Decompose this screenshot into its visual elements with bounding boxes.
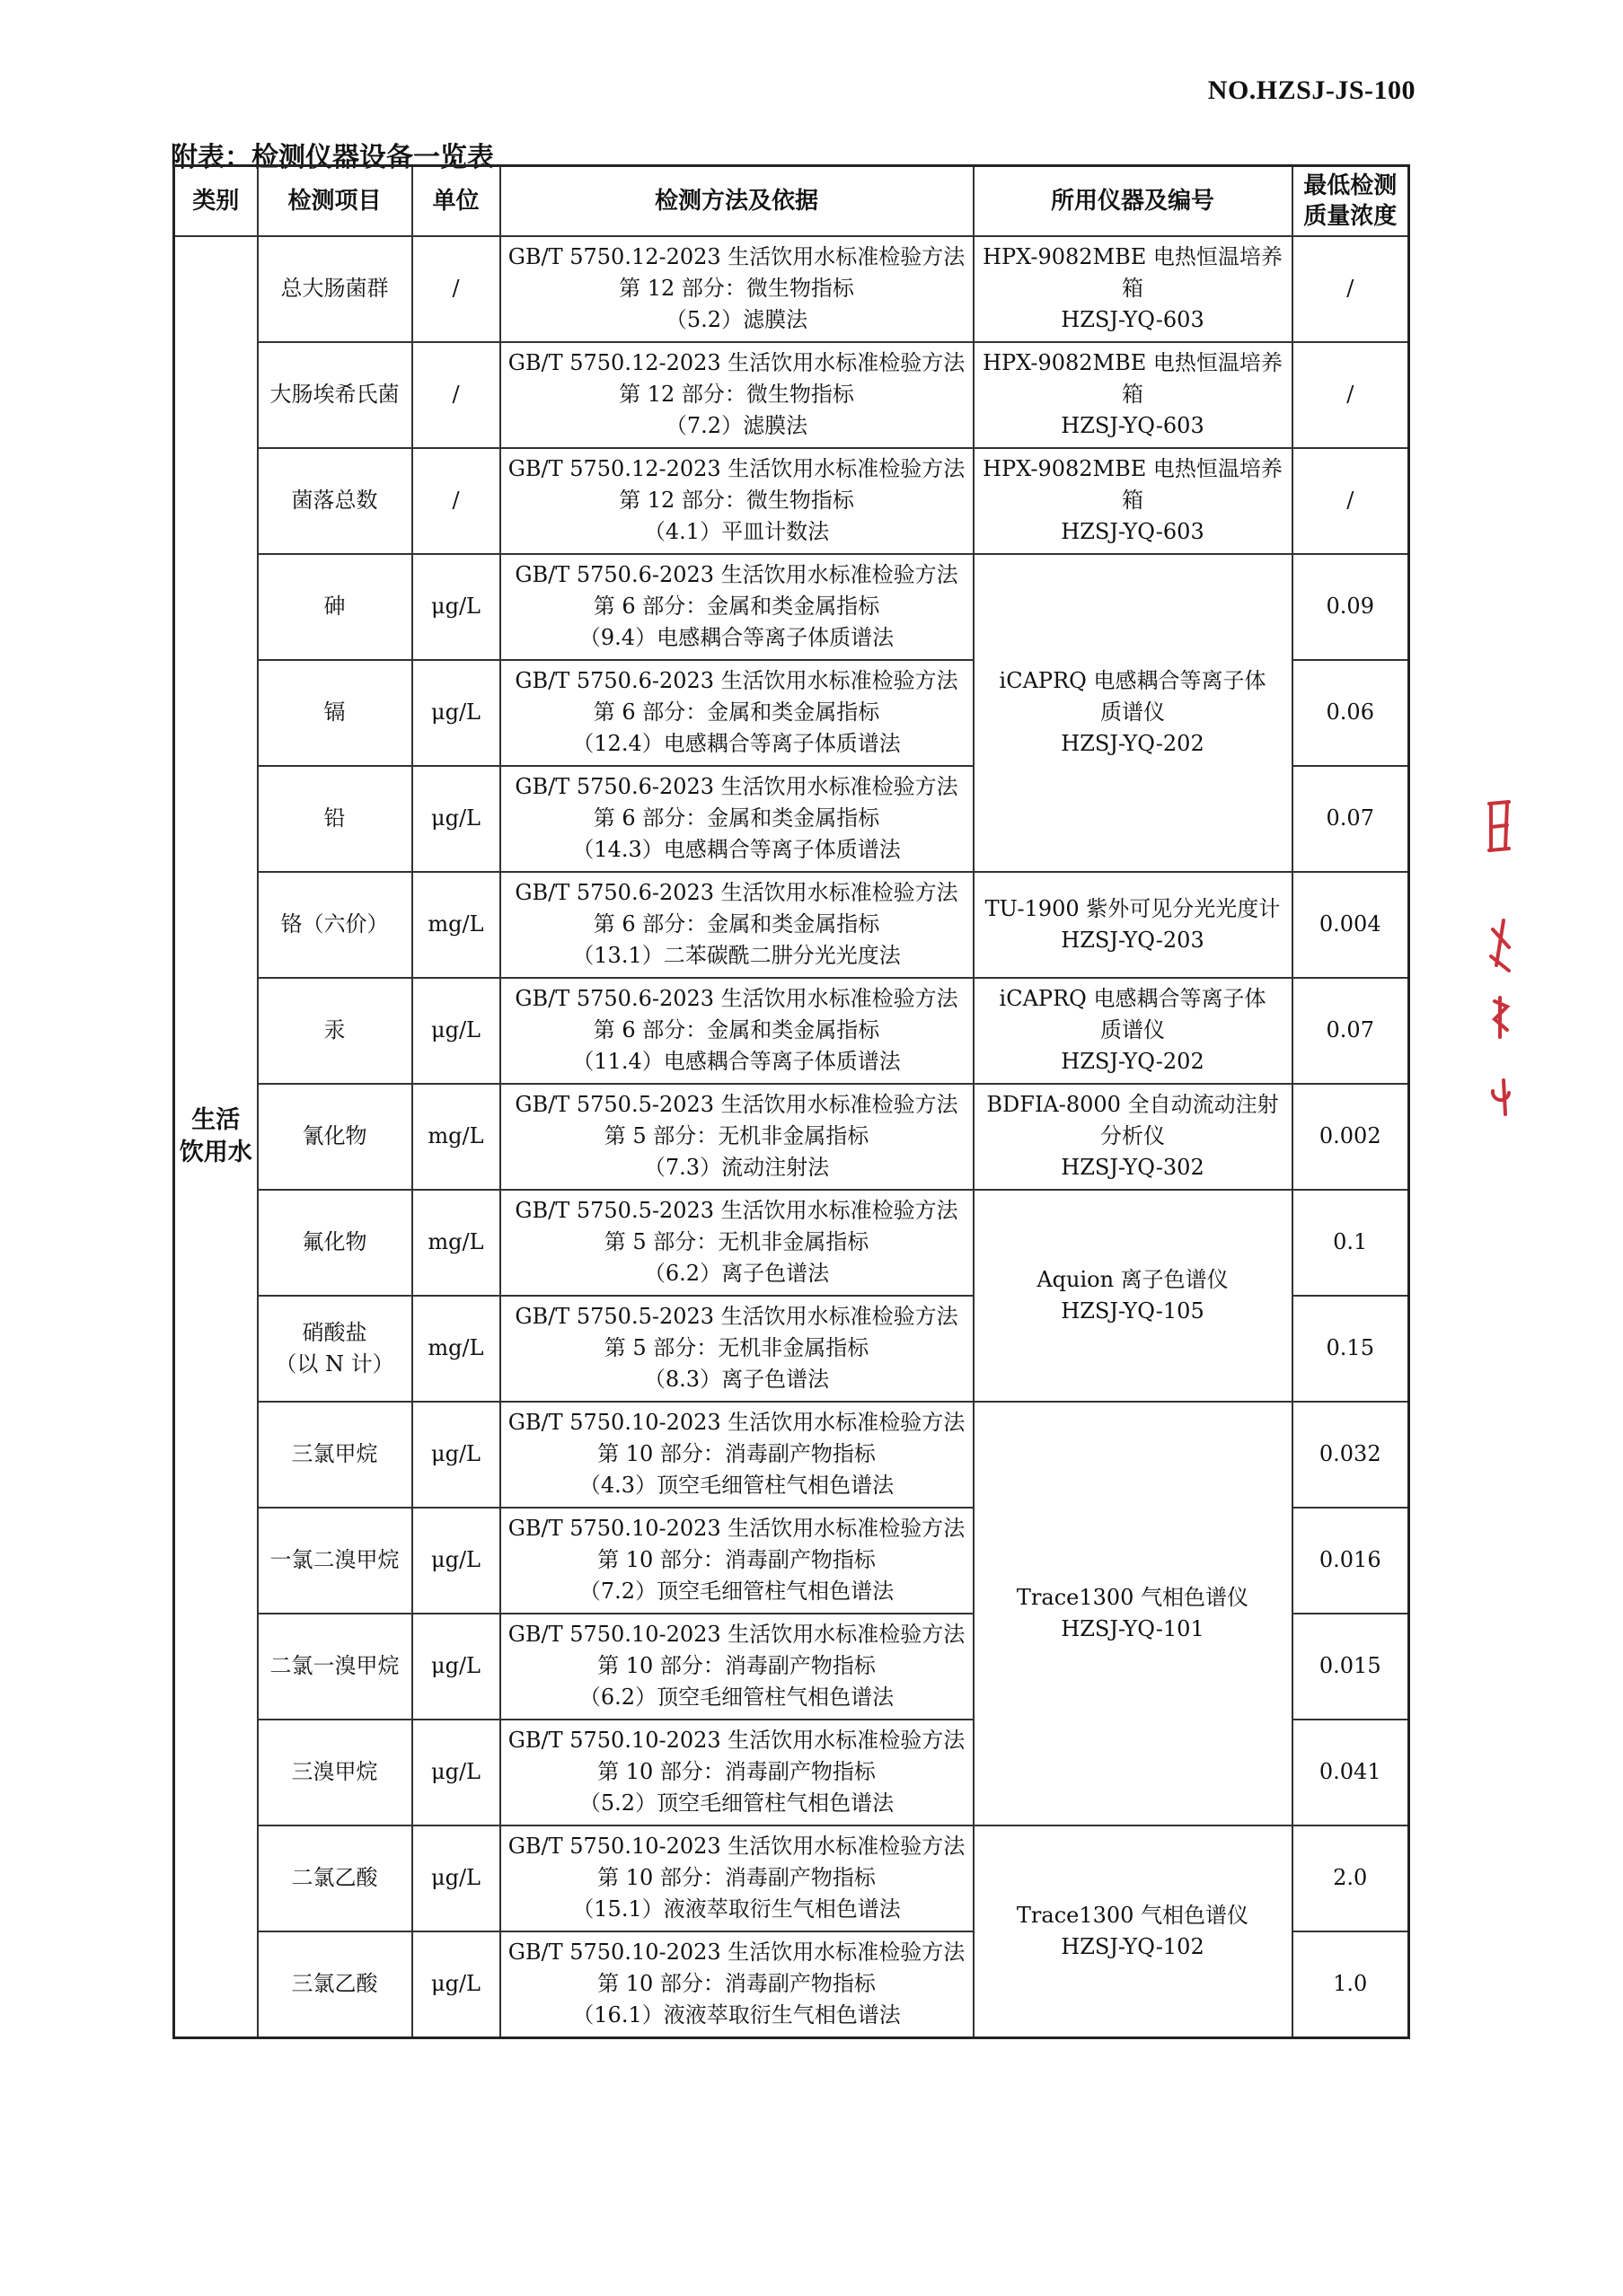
method-line: 第 5 部分：无机非金属指标 <box>604 1335 869 1361</box>
method-cell <box>500 1720 974 1825</box>
unit-cell: μg/L <box>412 1931 500 2038</box>
instrument-cell <box>974 236 1292 342</box>
method-line: GB/T 5750.12-2023 生活饮用水标准检验方法 <box>507 456 966 482</box>
method-line: （4.1）平皿计数法 <box>643 519 830 545</box>
header-method: 检测方法及依据 <box>500 166 974 236</box>
method-line: （8.3）离子色谱法 <box>643 1367 830 1393</box>
table-body <box>174 236 1409 2038</box>
item-cell: 三氯甲烷 <box>258 1402 412 1508</box>
method-line: GB/T 5750.10-2023 生活饮用水标准检验方法 <box>507 1622 966 1648</box>
table-row <box>174 1402 1409 1508</box>
method-line: GB/T 5750.10-2023 生活饮用水标准检验方法 <box>507 1516 966 1542</box>
limit-cell: / <box>1292 342 1409 448</box>
method-line: （5.2）顶空毛细管柱气相色谱法 <box>578 1790 895 1817</box>
limit-cell: 0.15 <box>1292 1296 1409 1402</box>
instrument-line: Trace1300 气相色谱仪 <box>1016 1584 1249 1610</box>
method-line: 第 10 部分：消毒副产物指标 <box>597 1441 876 1467</box>
method-line: 第 6 部分：金属和类金属指标 <box>593 911 880 937</box>
unit-cell: μg/L <box>412 1720 500 1825</box>
limit-cell: 0.07 <box>1292 978 1409 1084</box>
method-cell <box>500 978 974 1084</box>
red-stamp-mark <box>1482 795 1518 1118</box>
item-cell: 汞 <box>258 978 412 1084</box>
instrument-line: HPX-9082MBE 电热恒温培养箱 <box>983 244 1283 301</box>
instrument-line: HPX-9082MBE 电热恒温培养箱 <box>983 350 1283 408</box>
method-line: 第 5 部分：无机非金属指标 <box>604 1229 869 1255</box>
instrument-line: 分析仪 <box>1100 1123 1165 1149</box>
method-line: GB/T 5750.6-2023 生活饮用水标准检验方法 <box>515 986 958 1012</box>
method-cell <box>500 1084 974 1190</box>
method-line: 第 6 部分：金属和类金属指标 <box>593 594 880 620</box>
table-row <box>174 236 1409 342</box>
instrument-cell <box>974 872 1292 978</box>
header-limit <box>1292 166 1409 236</box>
table-row <box>174 448 1409 554</box>
category-label: 饮用水 <box>179 1138 252 1166</box>
instrument-cell <box>974 448 1292 554</box>
method-line: 第 10 部分：消毒副产物指标 <box>597 1759 876 1785</box>
limit-cell: 0.016 <box>1292 1508 1409 1614</box>
instrument-line: HZSJ-YQ-302 <box>1061 1155 1204 1181</box>
instrument-line: TU-1900 紫外可见分光光度计 <box>984 895 1281 921</box>
unit-cell: μg/L <box>412 1508 500 1614</box>
method-line: GB/T 5750.6-2023 生活饮用水标准检验方法 <box>515 880 958 906</box>
method-line: （9.4）电感耦合等离子体质谱法 <box>578 625 895 651</box>
item-label-line: （以 N 计） <box>275 1350 394 1377</box>
instrument-cell <box>974 342 1292 448</box>
method-cell <box>500 1931 974 2038</box>
unit-cell: mg/L <box>412 1190 500 1296</box>
instrument-line: HZSJ-YQ-203 <box>1061 927 1204 953</box>
limit-cell: 1.0 <box>1292 1931 1409 2038</box>
unit-cell: mg/L <box>412 872 500 978</box>
method-line: GB/T 5750.10-2023 生活饮用水标准检验方法 <box>507 1940 966 1966</box>
unit-cell: μg/L <box>412 554 500 660</box>
item-cell: 一氯二溴甲烷 <box>258 1508 412 1614</box>
method-line: GB/T 5750.5-2023 生活饮用水标准检验方法 <box>515 1092 958 1118</box>
unit-cell: mg/L <box>412 1296 500 1402</box>
method-line: 第 10 部分：消毒副产物指标 <box>597 1971 876 1997</box>
method-line: （6.2）离子色谱法 <box>643 1261 830 1287</box>
method-line: GB/T 5750.5-2023 生活饮用水标准检验方法 <box>515 1198 958 1224</box>
equipment-table <box>172 164 1410 2039</box>
item-cell: 砷 <box>258 554 412 660</box>
table-row <box>174 872 1409 978</box>
item-cell: 三溴甲烷 <box>258 1720 412 1825</box>
item-cell: 铅 <box>258 766 412 872</box>
method-cell <box>500 1614 974 1720</box>
table-row <box>174 1084 1409 1190</box>
method-line: （6.2）顶空毛细管柱气相色谱法 <box>578 1685 895 1711</box>
unit-cell: μg/L <box>412 1614 500 1720</box>
unit-cell: / <box>412 448 500 554</box>
table-row <box>174 1825 1409 1931</box>
method-cell <box>500 1190 974 1296</box>
instrument-line: HZSJ-YQ-101 <box>1061 1615 1204 1641</box>
method-line: （13.1）二苯碳酰二肼分光光度法 <box>572 943 901 969</box>
instrument-cell <box>974 978 1292 1084</box>
method-line: 第 5 部分：无机非金属指标 <box>604 1123 869 1149</box>
item-cell: 三氯乙酸 <box>258 1931 412 2038</box>
method-line: 第 12 部分：微生物指标 <box>619 382 854 408</box>
instrument-line: BDFIA-8000 全自动流动注射 <box>986 1092 1279 1118</box>
instrument-cell <box>974 1190 1292 1402</box>
table-row <box>174 342 1409 448</box>
item-label-line: 硝酸盐 <box>302 1319 367 1345</box>
item-cell <box>258 1296 412 1402</box>
method-line: 第 10 部分：消毒副产物指标 <box>597 1865 876 1891</box>
category-cell <box>174 236 258 2038</box>
unit-cell: μg/L <box>412 660 500 766</box>
method-line: GB/T 5750.6-2023 生活饮用水标准检验方法 <box>515 668 958 694</box>
instrument-line: 质谱仪 <box>1100 1017 1165 1043</box>
method-line: （16.1）液液萃取衍生气相色谱法 <box>572 2002 901 2028</box>
method-line: （12.4）电感耦合等离子体质谱法 <box>572 731 901 757</box>
method-line: GB/T 5750.10-2023 生活饮用水标准检验方法 <box>507 1410 966 1436</box>
limit-cell: 0.004 <box>1292 872 1409 978</box>
instrument-line: iCAPRQ 电感耦合等离子体 <box>999 668 1266 694</box>
method-line: 第 10 部分：消毒副产物指标 <box>597 1653 876 1679</box>
method-cell <box>500 342 974 448</box>
item-cell: 氰化物 <box>258 1084 412 1190</box>
method-line: GB/T 5750.12-2023 生活饮用水标准检验方法 <box>507 350 966 376</box>
limit-cell: / <box>1292 448 1409 554</box>
table-header-row <box>174 166 1409 236</box>
limit-cell: 0.09 <box>1292 554 1409 660</box>
method-line: （7.3）流动注射法 <box>643 1155 830 1181</box>
item-cell: 大肠埃希氏菌 <box>258 342 412 448</box>
method-line: 第 6 部分：金属和类金属指标 <box>593 699 880 726</box>
method-line: （4.3）顶空毛细管柱气相色谱法 <box>578 1473 895 1499</box>
method-cell <box>500 1296 974 1402</box>
item-cell: 镉 <box>258 660 412 766</box>
limit-cell: 0.07 <box>1292 766 1409 872</box>
method-cell <box>500 766 974 872</box>
method-line: （15.1）液液萃取衍生气相色谱法 <box>572 1896 901 1922</box>
item-cell: 二氯乙酸 <box>258 1825 412 1931</box>
method-cell <box>500 1825 974 1931</box>
limit-cell: 0.1 <box>1292 1190 1409 1296</box>
header-instrument: 所用仪器及编号 <box>974 166 1292 236</box>
unit-cell: / <box>412 342 500 448</box>
instrument-cell <box>974 1084 1292 1190</box>
instrument-cell <box>974 1402 1292 1825</box>
instrument-line: HZSJ-YQ-603 <box>1061 307 1204 332</box>
limit-cell: 0.032 <box>1292 1402 1409 1508</box>
method-cell <box>500 554 974 660</box>
limit-cell: 0.015 <box>1292 1614 1409 1720</box>
instrument-line: HZSJ-YQ-202 <box>1061 731 1204 757</box>
limit-cell: 0.041 <box>1292 1720 1409 1825</box>
item-cell: 铬（六价） <box>258 872 412 978</box>
item-cell: 二氯一溴甲烷 <box>258 1614 412 1720</box>
method-line: GB/T 5750.10-2023 生活饮用水标准检验方法 <box>507 1728 966 1754</box>
category-label: 生活 <box>191 1105 241 1134</box>
method-line: 第 12 部分：微生物指标 <box>619 488 854 514</box>
item-cell: 氟化物 <box>258 1190 412 1296</box>
document-number: NO.HZSJ-JS-100 <box>1207 75 1416 105</box>
header-category: 类别 <box>174 166 258 236</box>
table-row <box>174 1190 1409 1296</box>
method-cell <box>500 1402 974 1508</box>
method-line: （11.4）电感耦合等离子体质谱法 <box>572 1049 901 1075</box>
item-cell: 总大肠菌群 <box>258 236 412 342</box>
limit-cell: 0.002 <box>1292 1084 1409 1190</box>
method-line: GB/T 5750.12-2023 生活饮用水标准检验方法 <box>507 244 966 269</box>
method-line: （14.3）电感耦合等离子体质谱法 <box>572 837 901 863</box>
method-line: GB/T 5750.10-2023 生活饮用水标准检验方法 <box>507 1834 966 1860</box>
method-line: （5.2）滤膜法 <box>665 307 808 332</box>
instrument-line: 质谱仪 <box>1100 699 1165 726</box>
instrument-cell <box>974 554 1292 872</box>
header-limit-line1: 最低检测 <box>1303 172 1398 199</box>
method-line: 第 6 部分：金属和类金属指标 <box>593 805 880 831</box>
method-line: （7.2）顶空毛细管柱气相色谱法 <box>578 1579 895 1605</box>
limit-cell: / <box>1292 236 1409 342</box>
method-cell <box>500 660 974 766</box>
method-line: 第 12 部分：微生物指标 <box>619 276 854 301</box>
instrument-cell <box>974 1825 1292 2038</box>
method-line: （7.2）滤膜法 <box>665 413 808 439</box>
method-line: GB/T 5750.5-2023 生活饮用水标准检验方法 <box>515 1304 958 1330</box>
method-cell <box>500 872 974 978</box>
instrument-line: Trace1300 气相色谱仪 <box>1016 1902 1249 1928</box>
instrument-line: HZSJ-YQ-603 <box>1061 413 1204 439</box>
header-unit: 单位 <box>412 166 500 236</box>
method-line: GB/T 5750.6-2023 生活饮用水标准检验方法 <box>515 774 958 800</box>
method-cell <box>500 236 974 342</box>
instrument-line: HPX-9082MBE 电热恒温培养箱 <box>983 456 1283 514</box>
method-cell <box>500 1508 974 1614</box>
unit-cell: μg/L <box>412 1825 500 1931</box>
table-row <box>174 554 1409 660</box>
instrument-line: iCAPRQ 电感耦合等离子体 <box>999 986 1266 1012</box>
method-line: 第 6 部分：金属和类金属指标 <box>593 1017 880 1043</box>
unit-cell: μg/L <box>412 1402 500 1508</box>
header-limit-line2: 质量浓度 <box>1303 202 1398 230</box>
unit-cell: mg/L <box>412 1084 500 1190</box>
limit-cell: 0.06 <box>1292 660 1409 766</box>
instrument-line: Aquion 离子色谱仪 <box>1036 1266 1229 1292</box>
limit-cell: 2.0 <box>1292 1825 1409 1931</box>
instrument-line: HZSJ-YQ-603 <box>1061 519 1204 545</box>
table-row <box>174 978 1409 1084</box>
unit-cell: / <box>412 236 500 342</box>
header-item: 检测项目 <box>258 166 412 236</box>
unit-cell: μg/L <box>412 766 500 872</box>
appendix-title: 附表：检测仪器设备一览表 <box>171 142 494 173</box>
unit-cell: μg/L <box>412 978 500 1084</box>
item-cell: 菌落总数 <box>258 448 412 554</box>
method-line: GB/T 5750.6-2023 生活饮用水标准检验方法 <box>515 562 958 588</box>
method-line: 第 10 部分：消毒副产物指标 <box>597 1547 876 1573</box>
instrument-line: HZSJ-YQ-202 <box>1061 1049 1204 1075</box>
method-cell <box>500 448 974 554</box>
instrument-line: HZSJ-YQ-105 <box>1061 1298 1204 1324</box>
instrument-line: HZSJ-YQ-102 <box>1061 1933 1204 1959</box>
